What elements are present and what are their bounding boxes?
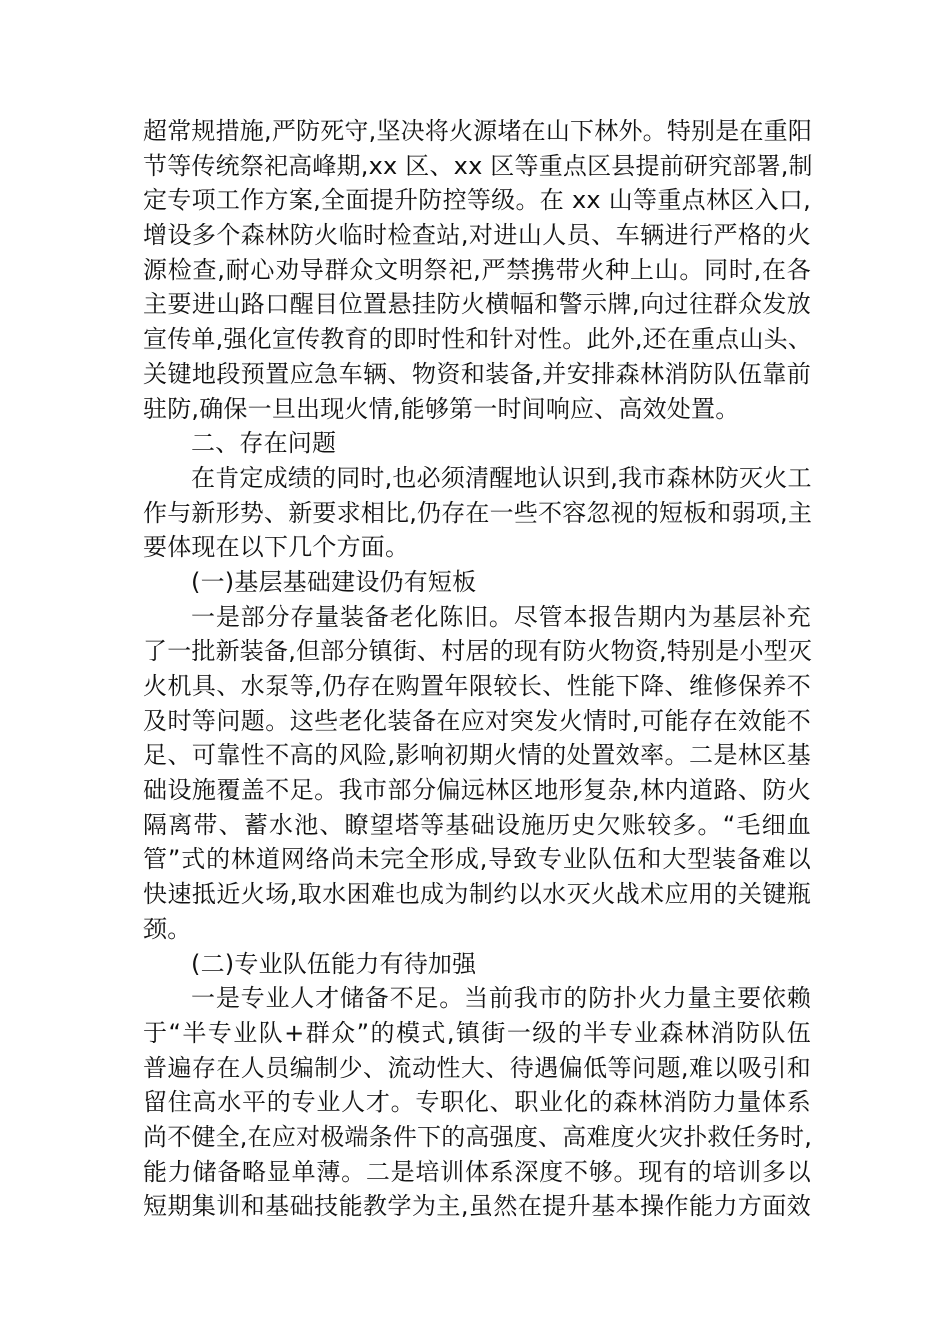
text-line: 驻防,确保一旦出现火情,能够第一时间响应、高效处置。 [143,394,740,423]
text-line: 作与新形势、新要求相比,仍存在一些不容忽视的短板和弱项,主 [143,498,813,527]
text-line: 超常规措施,严防死守,坚决将火源堵在山下林外。特别是在重阳 [143,117,813,145]
text-line: 增设多个森林防火临时检查站,对进山人员、车辆进行严格的火 [143,221,811,250]
text-line: 隔离带、蓄水池、瞭望塔等基础设施历史欠账较多。“毛细血 [143,810,811,839]
text-line: 源检查,耐心劝导群众文明祭祀,严禁携带火种上山。同时,在各 [143,255,811,284]
text-line: 快速抵近火场,取水困难也成为制约以水灭火战术应用的关键瓶 [143,880,811,909]
text-line: 尚不健全,在应对极端条件下的高强度、高难度火灾扑救任务时, [143,1122,813,1151]
subsection-heading: (二)专业队伍能力有待加强 [191,949,477,978]
text-line: 足、可靠性不高的风险,影响初期火情的处置效率。二是林区基 [143,741,811,770]
text-line: 留住高水平的专业人才。专职化、职业化的森林消防力量体系 [143,1088,811,1117]
text-line: 础设施覆盖不足。我市部分偏远林区地形复杂,林内道路、防火 [143,776,811,805]
text-line: 短期集训和基础技能教学为主,虽然在提升基本操作能力方面效 [143,1192,811,1221]
text-line: 管”式的林道网络尚未完全形成,导致专业队伍和大型装备难以 [143,845,811,874]
text-line: 火机具、水泵等,仍存在购置年限较长、性能下降、维修保养不 [143,672,811,700]
section-heading: 二、存在问题 [191,429,337,458]
text-line: 主要进山路口醒目位置悬挂防火横幅和警示牌,向过往群众发放 [143,290,811,319]
text-line: 关键地段预置应急车辆、物资和装备,并安排森林消防队伍靠前 [143,359,811,388]
paragraph-first-line: 一是专业人才储备不足。当前我市的防扑火力量主要依赖 [191,984,811,1013]
text-line: 颈。 [143,914,192,943]
paragraph-first-line: 一是部分存量装备老化陈旧。尽管本报告期内为基层补充 [191,602,811,631]
text-line: 了一批新装备,但部分镇街、村居的现有防火物资,特别是小型灭 [143,637,813,666]
text-line: 节等传统祭祀高峰期,xx 区、xx 区等重点区县提前研究部署,制 [143,151,813,180]
text-line: 普遍存在人员编制少、流动性大、待遇偏低等问题,难以吸引和 [143,1053,811,1082]
text-line: 要体现在以下几个方面。 [143,533,410,562]
text-line: 宣传单,强化宣传教育的即时性和针对性。此外,还在重点山头、 [143,325,813,354]
text-line: 定专项工作方案,全面提升防控等级。在 xx 山等重点林区入口, [143,186,811,215]
subsection-heading: (一)基层基础建设仍有短板 [191,567,477,596]
paragraph-first-line: 在肯定成绩的同时,也必须清醒地认识到,我市森林防灭火工 [191,463,812,492]
document-body [143,114,811,1224]
text-line: 于“半专业队+群众”的模式,镇街一级的半专业森林消防队伍 [143,1018,811,1047]
text-line: 能力储备略显单薄。二是培训体系深度不够。现有的培训多以 [143,1157,811,1186]
text-line: 及时等问题。这些老化装备在应对突发火情时,可能存在效能不 [143,706,811,735]
